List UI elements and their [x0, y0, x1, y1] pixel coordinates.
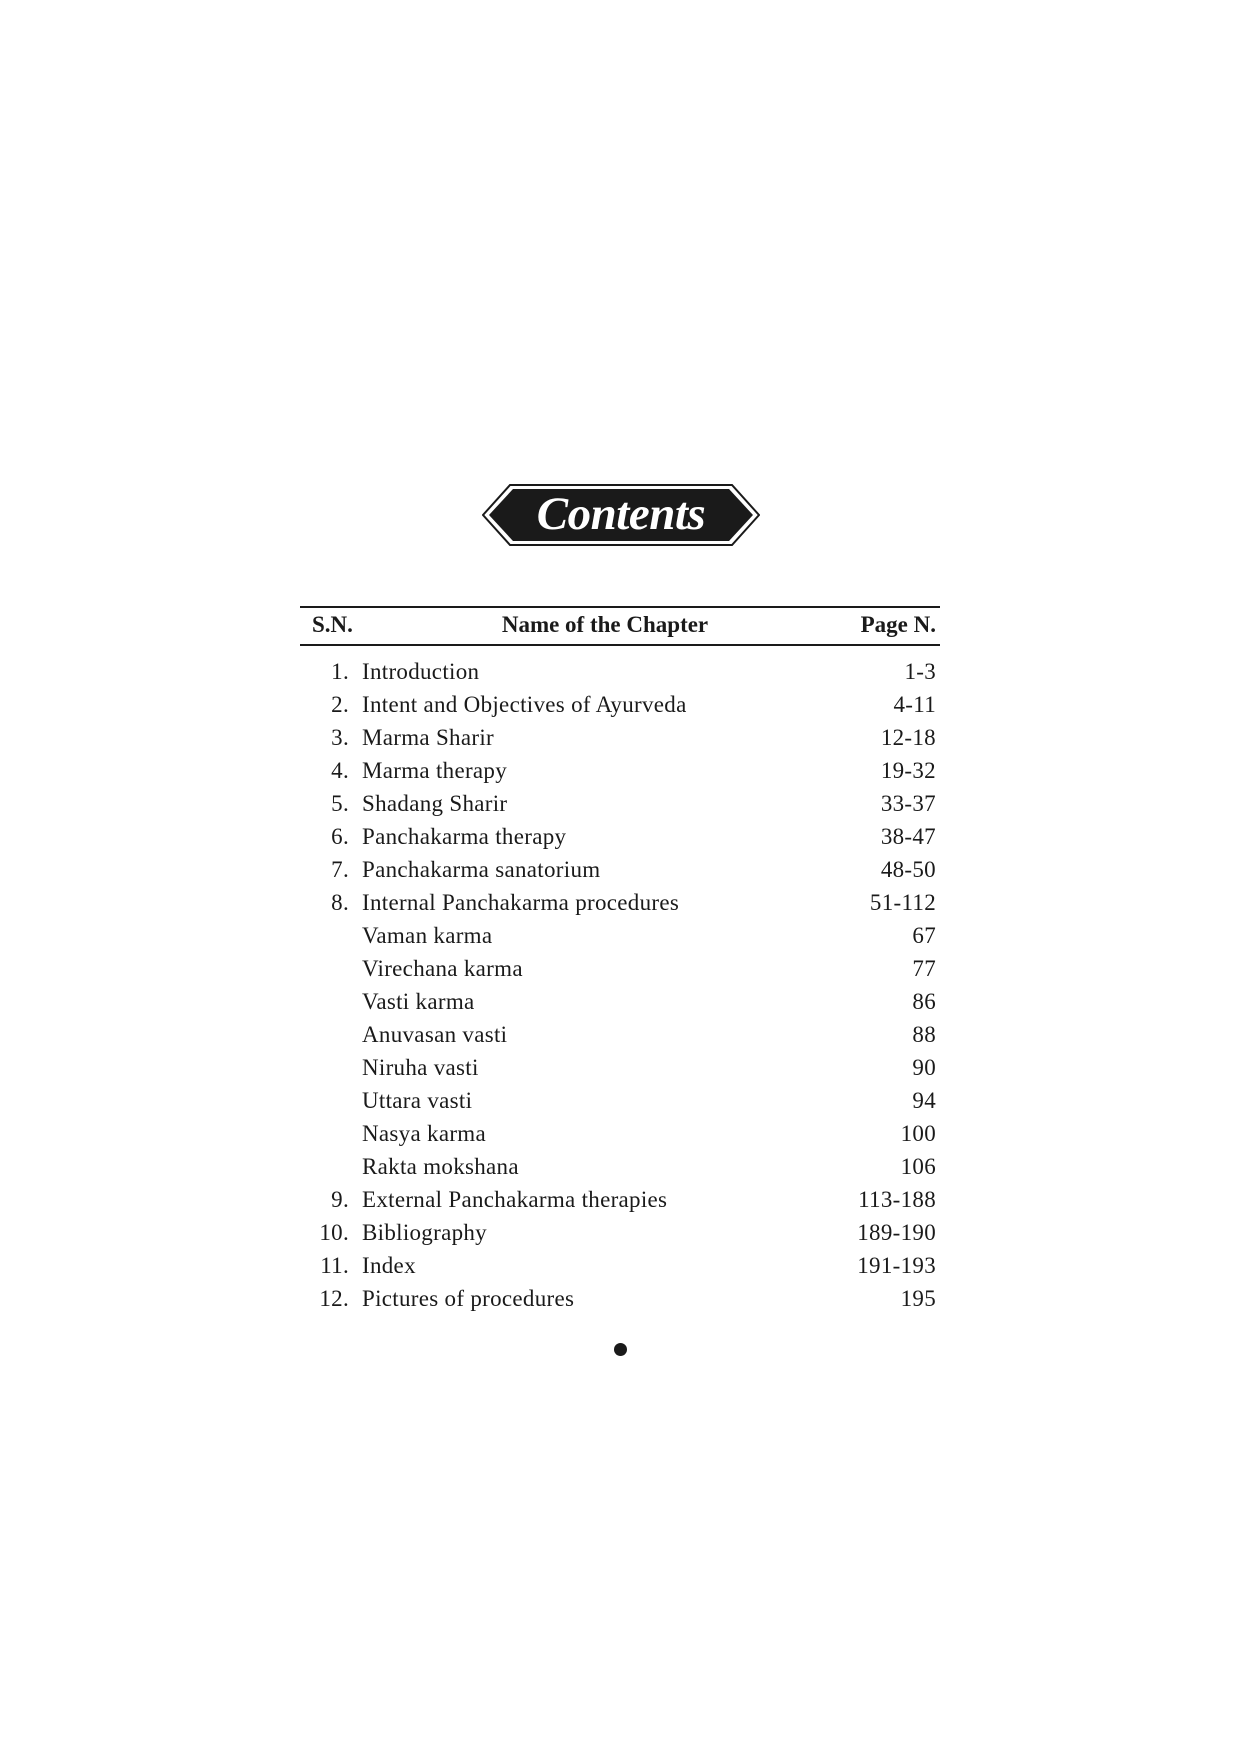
row-serial-number: 8.	[331, 890, 349, 915]
table-row	[300, 787, 940, 820]
row-page-number: 90	[912, 1055, 936, 1080]
table-row	[300, 688, 940, 721]
row-page-number: 195	[900, 1286, 936, 1311]
row-chapter-name: Rakta mokshana	[362, 1154, 519, 1179]
row-page-number: 94	[912, 1088, 936, 1113]
row-page-number: 67	[912, 923, 936, 948]
table-row	[300, 1150, 940, 1183]
row-chapter-name: Vasti karma	[362, 989, 475, 1014]
row-chapter-name: Bibliography	[362, 1220, 487, 1245]
table-row	[300, 1282, 940, 1315]
row-chapter-name: Internal Panchakarma procedures	[362, 890, 680, 915]
row-chapter-name: Uttara vasti	[362, 1088, 473, 1113]
row-page-number: 113-188	[858, 1187, 936, 1212]
row-serial-number: 3.	[331, 725, 349, 750]
row-serial-number: 2.	[331, 692, 349, 717]
table-row	[300, 1051, 940, 1084]
table-row	[300, 1183, 940, 1216]
row-serial-number: 10.	[319, 1220, 349, 1245]
table-row	[300, 919, 940, 952]
table-header-rule	[300, 644, 940, 646]
table-row	[300, 886, 940, 919]
row-page-number: 191-193	[857, 1253, 936, 1278]
row-serial-number: 7.	[331, 857, 349, 882]
row-page-number: 189-190	[857, 1220, 936, 1245]
row-page-number: 48-50	[880, 857, 936, 882]
table-row	[300, 655, 940, 688]
row-serial-number: 5.	[331, 791, 349, 816]
table-row	[300, 1216, 940, 1249]
row-page-number: 12-18	[880, 725, 936, 750]
row-serial-number: 1.	[331, 659, 349, 684]
row-chapter-name: Virechana karma	[362, 956, 523, 981]
row-chapter-name: Introduction	[362, 659, 480, 684]
end-bullet	[614, 1343, 627, 1356]
row-page-number: 106	[900, 1154, 936, 1179]
table-row	[300, 985, 940, 1018]
header-serial-number: S.N.	[312, 612, 353, 637]
row-page-number: 88	[912, 1022, 936, 1047]
row-page-number: 38-47	[880, 824, 936, 849]
table-row	[300, 1249, 940, 1282]
table-row	[300, 853, 940, 886]
row-page-number: 1-3	[904, 659, 936, 684]
row-serial-number: 4.	[331, 758, 349, 783]
row-serial-number: 12.	[319, 1286, 349, 1311]
row-chapter-name: Panchakarma therapy	[362, 824, 567, 849]
row-chapter-name: Panchakarma sanatorium	[362, 857, 601, 882]
table-row	[300, 1084, 940, 1117]
row-chapter-name: Nasya karma	[362, 1121, 486, 1146]
row-chapter-name: Marma Sharir	[362, 725, 494, 750]
row-chapter-name: Intent and Objectives of Ayurveda	[362, 692, 687, 717]
row-page-number: 77	[912, 956, 936, 981]
row-page-number: 100	[900, 1121, 936, 1146]
table-row	[300, 952, 940, 985]
header-chapter-name: Name of the Chapter	[501, 612, 709, 637]
row-chapter-name: Index	[362, 1253, 416, 1278]
row-serial-number: 6.	[331, 824, 349, 849]
header-page-number: Page N.	[860, 612, 936, 637]
row-chapter-name: Marma therapy	[362, 758, 508, 783]
page-title: Contents	[536, 488, 706, 540]
table-row	[300, 721, 940, 754]
table-header	[300, 608, 940, 644]
row-page-number: 19-32	[880, 758, 936, 783]
contents-table	[300, 606, 940, 1315]
table-body	[300, 655, 940, 1315]
row-page-number: 51-112	[869, 890, 936, 915]
row-chapter-name: Niruha vasti	[362, 1055, 479, 1080]
row-page-number: 86	[912, 989, 936, 1014]
row-page-number: 33-37	[880, 791, 936, 816]
contents-banner	[482, 484, 760, 546]
row-chapter-name: External Panchakarma therapies	[362, 1187, 668, 1212]
table-row	[300, 1018, 940, 1051]
row-page-number: 4-11	[893, 692, 936, 717]
row-serial-number: 11.	[320, 1253, 349, 1278]
row-chapter-name: Vaman karma	[362, 923, 493, 948]
table-row	[300, 1117, 940, 1150]
row-chapter-name: Anuvasan vasti	[362, 1022, 508, 1047]
table-row	[300, 754, 940, 787]
row-chapter-name: Shadang Sharir	[362, 791, 508, 816]
row-serial-number: 9.	[331, 1187, 349, 1212]
table-row	[300, 820, 940, 853]
row-chapter-name: Pictures of procedures	[362, 1286, 575, 1311]
